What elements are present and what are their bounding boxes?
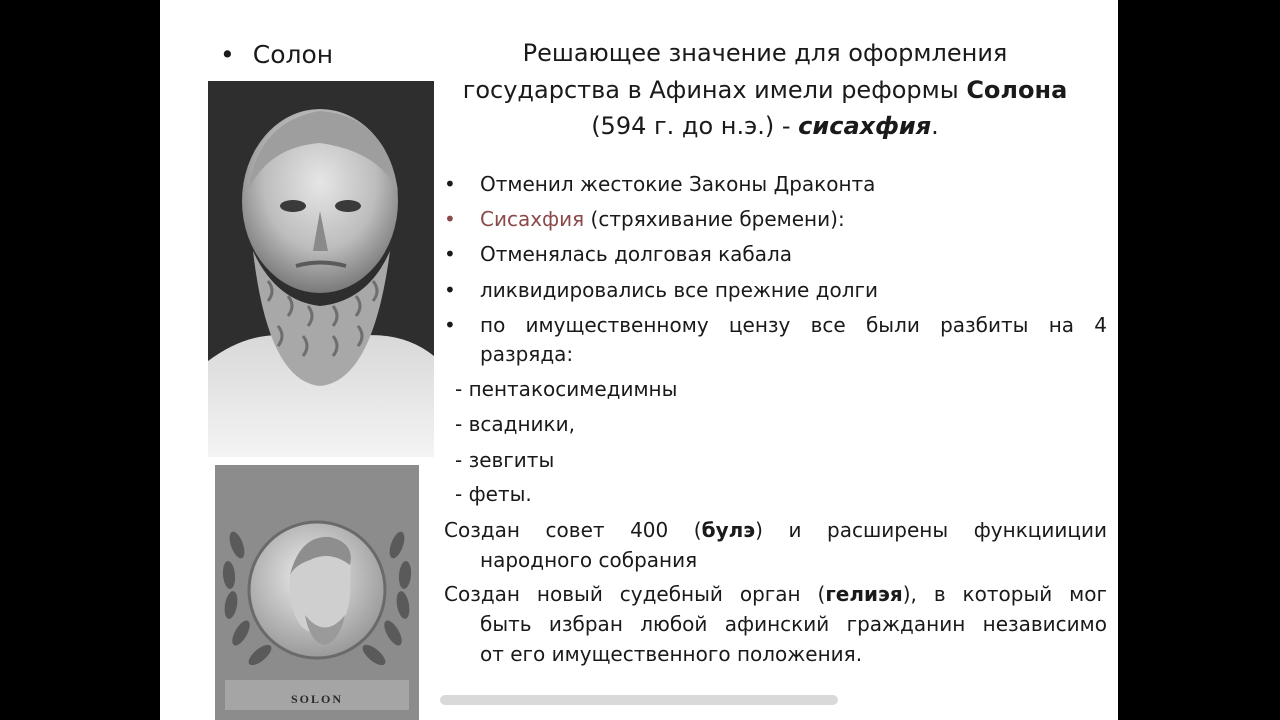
bullet-dot-icon: • bbox=[444, 242, 456, 266]
bullet-text: Отменялась долговая кабала bbox=[480, 242, 793, 266]
heliaia-term: гелиэя bbox=[825, 582, 903, 606]
horizontal-scrollbar[interactable] bbox=[440, 695, 838, 705]
bullet-text bbox=[480, 205, 1107, 234]
bullet-text: по имущественному цензу все были разбиты на 4 bbox=[480, 313, 1107, 337]
heading-line-3 bbox=[430, 108, 1100, 145]
bullet-dot-icon: • bbox=[444, 172, 456, 196]
name-label: Солон bbox=[252, 40, 334, 69]
heading-solon: Солона bbox=[966, 75, 1068, 104]
heading-line-3-end: . bbox=[931, 112, 939, 140]
council-text: Создан совет 400 ( bbox=[444, 518, 702, 542]
bullet-text: Отменил жестокие Законы Драконта bbox=[480, 172, 876, 196]
heading-term: сисахфия bbox=[798, 112, 932, 140]
council-text-end: ) и расширены функцииции bbox=[755, 518, 1107, 542]
court-line-2: быть избран любой афинский гражданин независимо bbox=[480, 612, 1107, 636]
heading-line-2-text: государства в Афинах имели реформы bbox=[462, 75, 967, 104]
council-line-1 bbox=[444, 515, 1107, 545]
heading-line-1: Решающее значение для оформления bbox=[522, 39, 1008, 67]
bullet-dot-icon: • bbox=[444, 313, 456, 337]
name-bullet bbox=[220, 40, 333, 69]
court-paragraph bbox=[444, 579, 1107, 669]
bullet-dot-icon: • bbox=[220, 40, 235, 69]
solon-medallion-image bbox=[215, 465, 419, 720]
heading-line-3-text: (594 г. до н.э.) - bbox=[591, 112, 799, 140]
court-text-end: ), в который мог bbox=[902, 582, 1107, 606]
class-item: - феты. bbox=[455, 482, 532, 506]
boule-term: булэ bbox=[701, 518, 756, 542]
slide-heading bbox=[430, 35, 1100, 145]
court-line-3: от его имущественного положения. bbox=[480, 642, 863, 666]
council-line-2: народного собрания bbox=[480, 548, 698, 572]
class-item: - всадники, bbox=[455, 412, 575, 436]
bullet-dot-icon: • bbox=[444, 278, 456, 302]
heading-line-2 bbox=[430, 72, 1100, 109]
bullet-text: ликвидировались все прежние долги bbox=[480, 278, 878, 302]
class-item: - зевгиты bbox=[455, 448, 555, 472]
bullet-text-rest: (стряхивание бремени): bbox=[584, 207, 845, 231]
medallion-caption: SOLON bbox=[290, 692, 343, 706]
council-paragraph bbox=[444, 515, 1107, 575]
bullet-text: разряда: bbox=[480, 342, 574, 366]
court-line-1 bbox=[444, 579, 1107, 609]
court-text: Создан новый судебный орган ( bbox=[444, 582, 826, 606]
solon-bust-image bbox=[208, 81, 434, 457]
sisachtheia-term: Сисахфия bbox=[480, 207, 585, 231]
slide bbox=[160, 0, 1118, 720]
class-item: - пентакосимедимны bbox=[455, 377, 678, 401]
bullet-dot-icon: • bbox=[444, 207, 456, 231]
